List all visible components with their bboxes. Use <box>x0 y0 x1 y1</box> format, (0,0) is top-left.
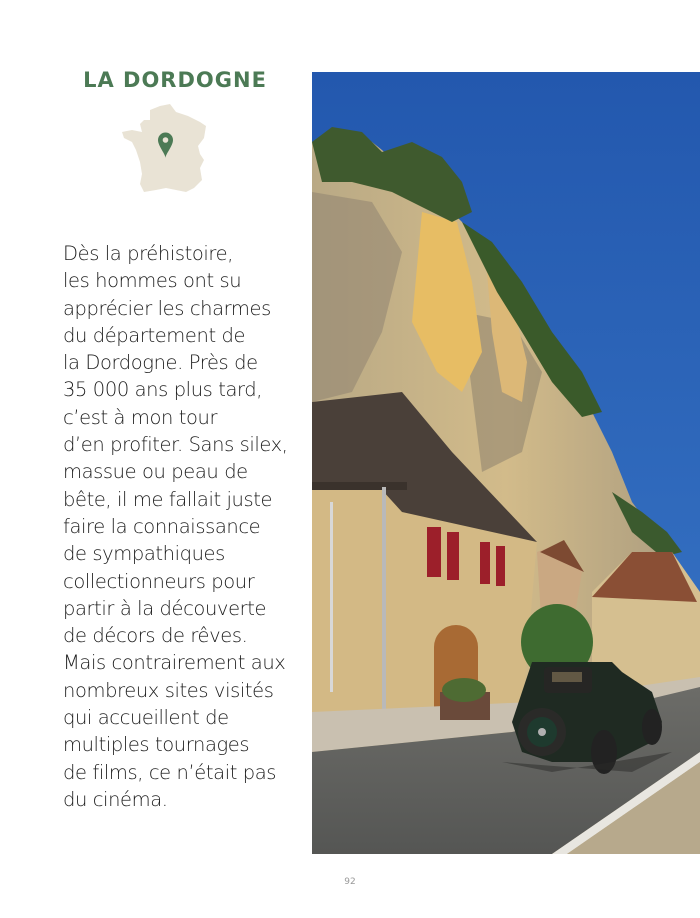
text-line: Mais contrairement aux <box>63 651 286 675</box>
text-line: c’est à mon tour <box>63 405 218 429</box>
text-line: de décors de rêves. <box>63 624 248 648</box>
text-line: massue ou peau de <box>63 460 248 484</box>
text-line: multiples tournages <box>63 733 250 757</box>
body-paragraph <box>63 240 303 813</box>
text-line: la Dordogne. Près de <box>63 351 258 375</box>
text-line: partir à la découverte <box>63 596 267 620</box>
text-line: 35 000 ans plus tard, <box>63 378 263 402</box>
france-map-icon <box>120 102 212 196</box>
text-line: de sympathiques <box>63 542 225 566</box>
landscape-photo <box>312 72 700 854</box>
text-line: de films, ce n’était pas <box>63 760 277 784</box>
text-line: faire la connaissance <box>63 514 261 538</box>
page-number: 92 <box>344 877 356 887</box>
page-title: LA DORDOGNE <box>83 68 267 92</box>
text-line: du cinéma. <box>63 787 168 811</box>
text-line: nombreux sites visités <box>63 678 274 702</box>
text-line: du département de <box>63 323 246 347</box>
text-line: qui accueillent de <box>63 706 229 730</box>
text-line: bête, il me fallait juste <box>63 487 273 511</box>
text-line: les hommes ont su <box>63 269 242 293</box>
text-line: Dès la préhistoire, <box>63 242 234 265</box>
text-line: collectionneurs pour <box>63 569 255 593</box>
text-line: d’en profiter. Sans silex, <box>63 433 288 457</box>
text-line: apprécier les charmes <box>63 296 271 320</box>
